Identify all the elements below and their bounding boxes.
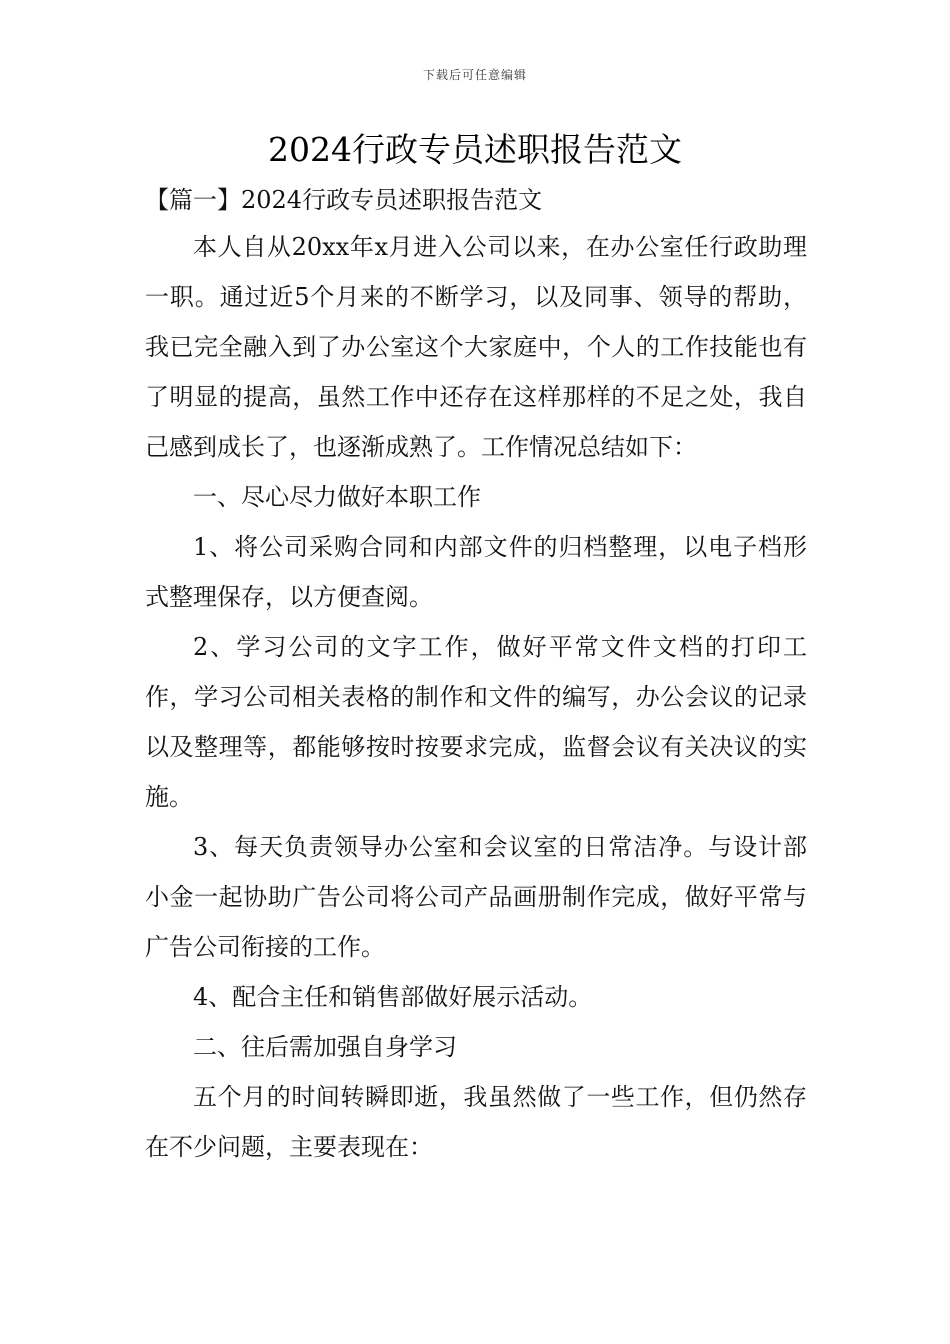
header-note: 下载后可任意编辑 <box>422 68 527 82</box>
section-heading-1: 一、尽心尽力做好本职工作 <box>193 483 481 511</box>
paragraph-item-1: 1、将公司采购合同和内部文件的归档整理，以电子档形式整理保存，以方便查阅。 <box>145 533 807 611</box>
section-heading-2: 二、往后需加强自身学习 <box>193 1033 457 1061</box>
paragraph-intro: 本人自从20xx年x月进入公司以来，在办公室任行政助理一职。通过近5个月来的不断学习，以及同事、领导的帮助，我已完全融入到了办公室这个大家庭中，个人的工作技能也有了明显的提高，虽然工作中还存在这样那样的不足之处，我自己感到成长了，也逐渐成熟了。工作情况总结如下： <box>145 233 807 461</box>
paragraph-closing: 五个月的时间转瞬即逝，我虽然做了一些工作，但仍然存在不少问题，主要表现在： <box>145 1083 807 1161</box>
paragraph-item-4: 4、配合主任和销售部做好展示活动。 <box>193 983 593 1011</box>
document-body <box>145 178 807 1172</box>
document-title: 2024行政专员述职报告范文 <box>268 130 682 169</box>
paragraph-item-3: 3、每天负责领导办公室和会议室的日常洁净。与设计部小金一起协助广告公司将公司产品画册制作完成，做好平常与广告公司衔接的工作。 <box>145 833 807 961</box>
section-subtitle: 【篇一】2024行政专员述职报告范文 <box>145 186 543 214</box>
paragraph-item-2: 2、学习公司的文字工作，做好平常文件文档的打印工作，学习公司相关表格的制作和文件的编写，办公会议的记录以及整理等，都能够按时按要求完成，监督会议有关决议的实施。 <box>145 633 807 811</box>
